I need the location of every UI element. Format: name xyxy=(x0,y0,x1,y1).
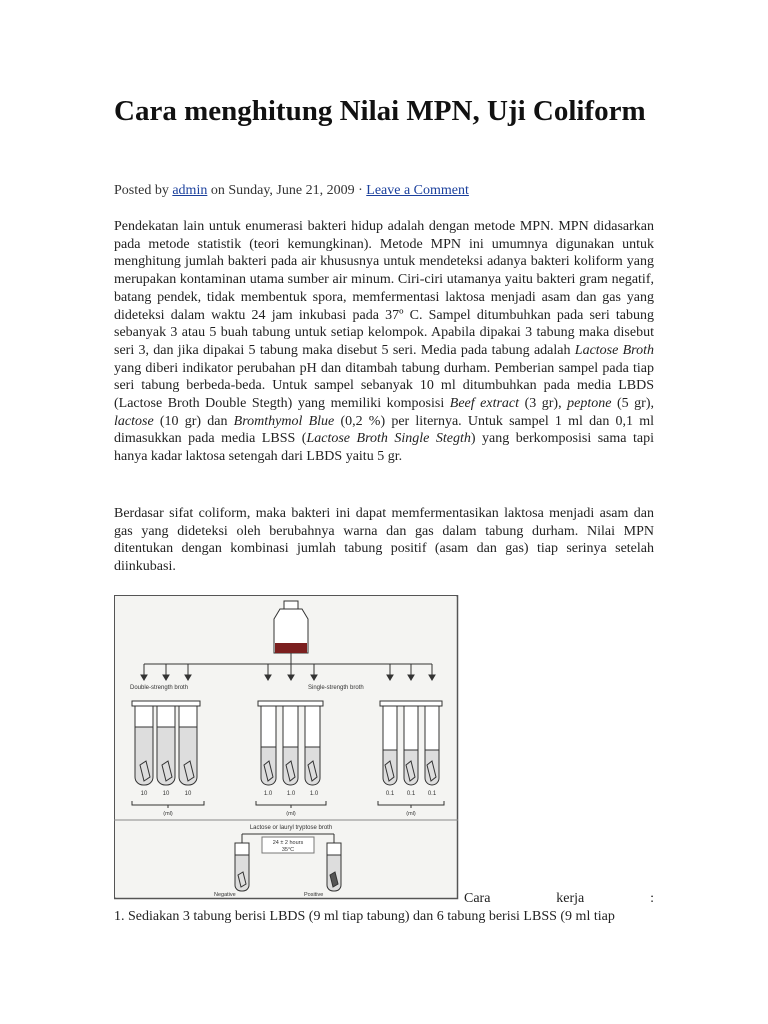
incubation-time: 24 ± 2 hours xyxy=(272,840,304,846)
tube-volume-label: 0.1 xyxy=(385,791,395,797)
para-text: ) yang berkomposisi sama tapi hanya kadar laktosa setengah dari LBDS yaitu 5 gr. xyxy=(114,431,654,465)
kerja-word: kerja xyxy=(556,891,585,906)
unit-label: (ml) xyxy=(286,811,296,817)
medium-label: Lactose or lauryl tryptose broth xyxy=(249,825,333,831)
tube-volume-label: 0.1 xyxy=(406,791,416,797)
para-text: Pendekatan lain untuk enumerasi bakteri hidup adalah dengan metode MPN. MPN didasarkan pada metode statistik (teori kemungkinan). Metode MPN ini umumnya digunakan untuk menghitung jumlah bakteri pada air khususnya untuk mendeteksi adanya bakteri koliform yang merupakan kontaminan utama sumber air minum. Ciri-ciri utamanya yaitu bakteri gram negatif, batang pendek, tidak membentuk spora, memfermentasi laktosa menjadi asam dan gas yang dideteksi dalam waktu 24 jam inkubasi pada 37º C. Sampel ditumbuhkan pada seri tabung sebanyak 3 atau 5 buah tabung untuk setiap kelompok. Apabila dipakai 3 tabung maka disebut seri 3, dan jika dipakai 5 tabung maka disebut 5 seri. Media pada tabung adalah xyxy=(114,219,654,358)
tube-volume-label: 1.0 xyxy=(286,791,296,797)
posted-by-label: Posted by xyxy=(114,183,169,198)
positive-label: Positive xyxy=(304,892,324,898)
paragraph-intro xyxy=(114,218,654,466)
para-italic: Lactose Broth Single Stegth xyxy=(306,431,471,447)
paragraph-coliform: Berdasar sifat coliform, maka bakteri ini dapat memfermentasikan laktosa menjadi asam dan gas yang dideteksi oleh berubahnya warna dan gas dalam tabung durham. Nilai MPN ditentukan dengan kombinasi jumlah tabung positif (asam dan gas) tiap serinya setelah diinkubasi. xyxy=(114,506,654,575)
author-link[interactable]: admin xyxy=(172,183,208,198)
cara-kerja-heading xyxy=(464,890,654,908)
mpn-diagram xyxy=(114,595,459,900)
cara-word: Cara xyxy=(464,891,491,906)
article-title: Cara menghitung Nilai MPN, Uji Coliform xyxy=(114,95,646,127)
colon: : xyxy=(650,891,654,906)
para-text: (5 gr), xyxy=(616,396,654,412)
post-meta xyxy=(114,182,469,200)
tubes-single-strength-01ml xyxy=(380,701,442,785)
tube-volume-label: 0.1 xyxy=(427,791,437,797)
para-italic: Lactose Broth xyxy=(574,342,655,358)
tube-volume-label: 1.0 xyxy=(309,791,319,797)
para-text: yang diberi indikator perubahan pH dan ditambah tabung durham. Pemberian sampel pada tiap seri tabung berbeda-beda. Untuk sampel sebanyak 10 ml ditumbuhkan pada media LBDS (Lactose Broth Double Stegth) yang memiliki komposisi xyxy=(114,360,654,412)
para-text: (10 gr) dan xyxy=(159,413,228,429)
tube-volume-label: 10 xyxy=(184,791,192,797)
tubes-single-strength-1ml xyxy=(258,701,323,785)
incubation-temp: 35°C xyxy=(281,847,295,853)
tube-volume-label: 10 xyxy=(140,791,148,797)
tube-volume-label: 10 xyxy=(162,791,170,797)
tube-volume-label: 1.0 xyxy=(263,791,273,797)
para-text: (0,2 %) per liternya. Untuk sampel 1 ml dan 0,1 ml dimasukkan pada media LBSS ( xyxy=(114,413,654,447)
unit-label: (ml) xyxy=(406,811,416,817)
para-italic: peptone xyxy=(567,396,612,412)
para-italic: lactose xyxy=(114,413,154,429)
label-single-strength: Single-strength broth xyxy=(308,685,364,691)
unit-label: (ml) xyxy=(163,811,173,817)
leave-comment-link[interactable]: Leave a Comment xyxy=(366,183,469,198)
negative-label: Negative xyxy=(214,892,236,898)
label-double-strength: Double-strength broth xyxy=(130,685,189,691)
para-italic: Beef extract xyxy=(449,396,520,412)
procedure-step-1: 1. Sediakan 3 tabung berisi LBDS (9 ml tiap tabung) dan 6 tabung berisi LBSS (9 ml tiap xyxy=(114,909,615,924)
para-italic: Bromthymol Blue xyxy=(233,413,335,429)
post-date: on Sunday, June 21, 2009 · xyxy=(210,183,363,198)
para-text: (3 gr), xyxy=(524,396,562,412)
